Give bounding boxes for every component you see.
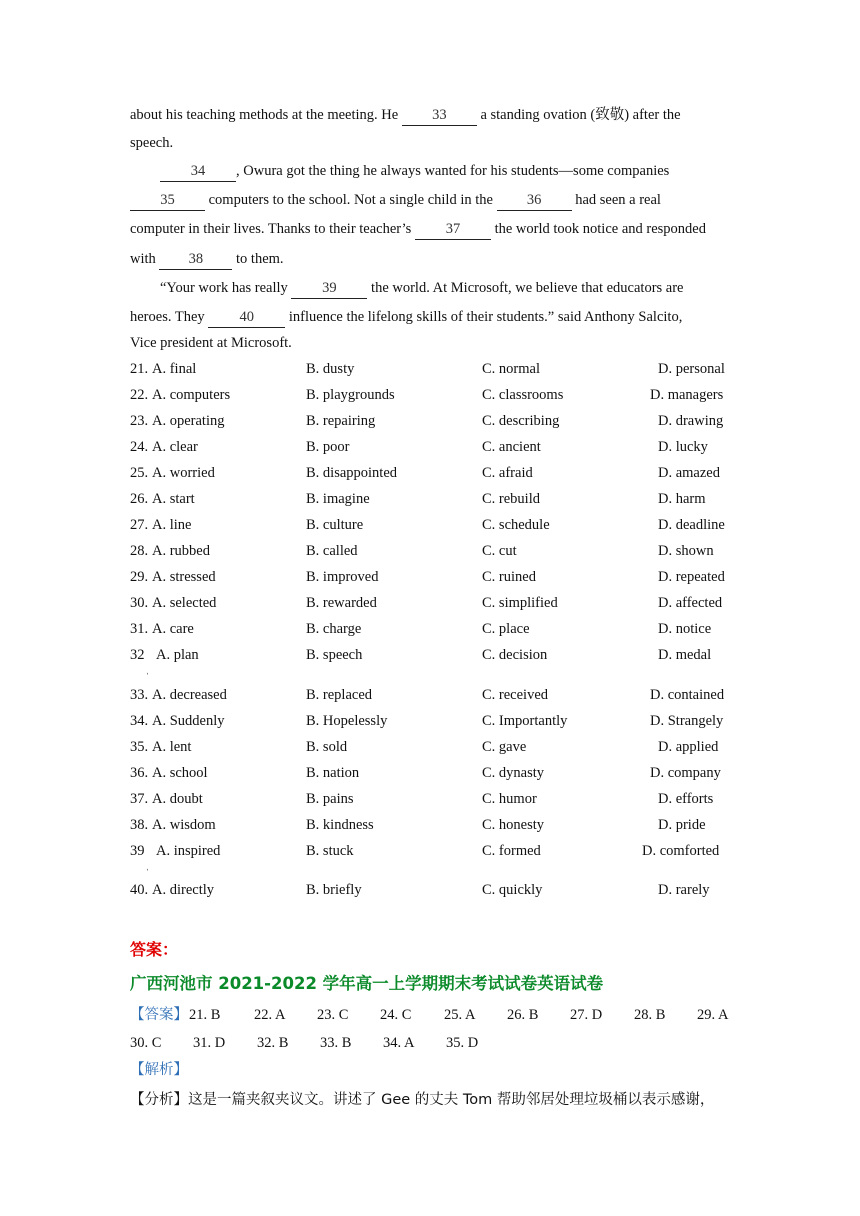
question-number: 35. <box>130 739 149 755</box>
option-b: B. kindness <box>306 817 374 833</box>
option-d: D. contained <box>650 687 725 703</box>
blank-36: 36 <box>497 190 572 211</box>
answer-item: 23. C <box>317 1007 349 1023</box>
option-c: C. classrooms <box>482 387 564 403</box>
passage-text: about his teaching methods at the meeting. He <box>130 107 402 123</box>
option-a: A. rubbed <box>152 543 210 559</box>
answer-item: 34. A <box>383 1035 415 1051</box>
blank-34: 34 <box>160 161 236 182</box>
answer-item: 29. A <box>697 1007 729 1023</box>
answer-tag: 【答案】 <box>130 1007 188 1023</box>
answer-item: 30. C <box>130 1035 162 1051</box>
option-b: B. playgrounds <box>306 387 395 403</box>
option-a: A. clear <box>152 439 198 455</box>
option-c: C. dynasty <box>482 765 545 781</box>
question-number: 39 <box>130 843 145 859</box>
passage-text: heroes. They <box>130 309 209 325</box>
option-c: C. normal <box>482 361 540 377</box>
question-number: 23. <box>130 413 149 429</box>
option-b: B. speech <box>306 647 363 663</box>
option-row-31 <box>0 619 860 639</box>
passage-text: computers to the school. Not a single child in the <box>205 192 497 208</box>
option-c: C. Importantly <box>482 713 568 729</box>
blank-35: 35 <box>130 190 205 211</box>
option-row-36 <box>0 763 860 783</box>
option-c: C. honesty <box>482 817 545 833</box>
option-b: B. replaced <box>306 687 373 703</box>
option-b: B. repairing <box>306 413 376 429</box>
option-c: C. schedule <box>482 517 550 533</box>
question-number: 31. <box>130 621 149 637</box>
option-d: D. drawing <box>658 413 724 429</box>
option-c: C. rebuild <box>482 491 540 507</box>
passage-text: the world took notice and responded <box>490 221 706 237</box>
question-number: 26. <box>130 491 149 507</box>
answer-item: 27. D <box>570 1007 603 1023</box>
passage-line-4 <box>130 190 661 211</box>
option-b: B. pains <box>306 791 354 807</box>
option-row-27 <box>0 515 860 535</box>
option-c: C. ancient <box>482 439 541 455</box>
passage-line-9 <box>130 333 292 353</box>
option-a: A. school <box>152 765 208 781</box>
passage-text: influence the lifelong skills of their students.” said Anthony Salcito, <box>285 309 683 325</box>
passage-text: , Owura got the thing he always wanted for his students—some companies <box>236 163 670 179</box>
answer-item: 21. B <box>189 1007 221 1023</box>
option-c: C. decision <box>482 647 548 663</box>
option-d: D. shown <box>658 543 714 559</box>
option-a: A. lent <box>152 739 192 755</box>
option-a: A. plan <box>156 647 199 663</box>
option-d: D. amazed <box>658 465 720 481</box>
answer-row-2 <box>0 1033 860 1053</box>
option-b: B. called <box>306 543 358 559</box>
question-number: 34. <box>130 713 149 729</box>
passage-text: a standing ovation (致敬) after the <box>476 107 681 123</box>
option-d: D. medal <box>658 647 712 663</box>
option-d: D. notice <box>658 621 712 637</box>
option-d: D. company <box>650 765 721 781</box>
answer-heading: 答案： <box>130 940 179 959</box>
question-number: 32 <box>130 647 145 663</box>
option-c: C. cut <box>482 543 517 559</box>
option-row-39 <box>0 841 860 861</box>
stray-mark: ˌ <box>146 860 150 871</box>
option-row-32 <box>0 645 860 665</box>
option-b: B. improved <box>306 569 379 585</box>
question-number: 40. <box>130 882 149 898</box>
answer-row-1 <box>0 1005 860 1025</box>
option-c: C. ruined <box>482 569 536 585</box>
option-d: D. applied <box>658 739 719 755</box>
option-row-37 <box>0 789 860 809</box>
option-c: C. quickly <box>482 882 543 898</box>
question-number: 33. <box>130 687 149 703</box>
option-row-35 <box>0 737 860 757</box>
question-number: 28. <box>130 543 149 559</box>
option-a: A. computers <box>152 387 231 403</box>
option-b: B. disappointed <box>306 465 398 481</box>
answer-item: 28. B <box>634 1007 666 1023</box>
option-b: B. sold <box>306 739 348 755</box>
option-b: B. dusty <box>306 361 355 377</box>
answer-item: 25. A <box>444 1007 476 1023</box>
passage-line-6 <box>130 249 284 270</box>
question-number: 22. <box>130 387 149 403</box>
option-row-40 <box>0 880 860 900</box>
option-d: D. pride <box>658 817 706 833</box>
passage-text: speech. <box>130 135 174 151</box>
question-number: 37. <box>130 791 149 807</box>
option-d: D. deadline <box>658 517 725 533</box>
option-a: A. care <box>152 621 194 637</box>
answer-item: 31. D <box>193 1035 226 1051</box>
passage-text: Vice president at Microsoft. <box>130 335 292 351</box>
option-c: C. simplified <box>482 595 558 611</box>
option-b: B. charge <box>306 621 362 637</box>
passage-text: to them. <box>232 251 284 267</box>
option-row-22 <box>0 385 860 405</box>
option-a: A. operating <box>152 413 225 429</box>
option-c: C. gave <box>482 739 527 755</box>
option-row-30 <box>0 593 860 613</box>
option-b: B. nation <box>306 765 360 781</box>
option-d: D. Strangely <box>650 713 724 729</box>
option-c: C. formed <box>482 843 541 859</box>
option-a: A. inspired <box>156 843 221 859</box>
answer-item: 35. D <box>446 1035 479 1051</box>
question-number: 29. <box>130 569 149 585</box>
passage-text: computer in their lives. Thanks to their teacher’s <box>130 221 415 237</box>
answer-item: 22. A <box>254 1007 286 1023</box>
option-b: B. stuck <box>306 843 354 859</box>
question-number: 24. <box>130 439 149 455</box>
option-c: C. humor <box>482 791 537 807</box>
option-d: D. repeated <box>658 569 725 585</box>
option-row-24 <box>0 437 860 457</box>
question-number: 38. <box>130 817 149 833</box>
option-b: B. imagine <box>306 491 370 507</box>
question-number: 27. <box>130 517 149 533</box>
option-a: A. final <box>152 361 197 377</box>
option-c: C. describing <box>482 413 560 429</box>
option-c: C. received <box>482 687 549 703</box>
option-d: D. managers <box>650 387 724 403</box>
analysis-text: 【分析】这是一篇夹叙夹议文。讲述了 Gee 的丈夫 Tom 帮助邻居处理垃圾桶以表示感谢， <box>130 1092 715 1108</box>
answer-item: 24. C <box>380 1007 412 1023</box>
passage-line-7 <box>160 278 684 299</box>
passage-line-2 <box>130 133 173 153</box>
option-b: B. Hopelessly <box>306 713 388 729</box>
option-d: D. rarely <box>658 882 710 898</box>
passage-text: had seen a real <box>571 192 661 208</box>
question-number: 30. <box>130 595 149 611</box>
source-title: 广西河池市 2021-2022 学年高一上学期期末考试试卷英语试卷 <box>130 974 604 993</box>
option-row-34 <box>0 711 860 731</box>
stray-mark: ˌ <box>146 664 150 675</box>
option-row-33 <box>0 685 860 705</box>
option-row-28 <box>0 541 860 561</box>
passage-text: the world. At Microsoft, we believe that educators are <box>367 280 684 296</box>
analysis-tag: 【解析】 <box>130 1062 188 1078</box>
option-a: A. decreased <box>152 687 227 703</box>
option-row-29 <box>0 567 860 587</box>
option-d: D. harm <box>658 491 706 507</box>
passage-text: with <box>130 251 160 267</box>
option-a: A. directly <box>152 882 215 898</box>
option-a: A. wisdom <box>152 817 216 833</box>
question-number: 25. <box>130 465 149 481</box>
option-c: C. place <box>482 621 530 637</box>
passage-line-5 <box>130 219 706 240</box>
option-row-21 <box>0 359 860 379</box>
option-b: B. poor <box>306 439 350 455</box>
answer-item: 26. B <box>507 1007 539 1023</box>
option-row-38 <box>0 815 860 835</box>
passage-line-3 <box>160 161 669 182</box>
passage-text: “Your work has really <box>160 280 292 296</box>
option-d: D. efforts <box>658 791 714 807</box>
option-row-26 <box>0 489 860 509</box>
blank-40: 40 <box>208 307 285 328</box>
option-b: B. culture <box>306 517 364 533</box>
option-a: A. Suddenly <box>152 713 225 729</box>
passage-line-1 <box>130 105 681 126</box>
passage-line-8 <box>130 307 682 328</box>
option-row-23 <box>0 411 860 431</box>
option-d: D. personal <box>658 361 725 377</box>
blank-39: 39 <box>291 278 367 299</box>
option-a: A. start <box>152 491 195 507</box>
option-a: A. line <box>152 517 192 533</box>
blank-33: 33 <box>402 105 477 126</box>
option-d: D. lucky <box>658 439 708 455</box>
answer-item: 33. B <box>320 1035 352 1051</box>
option-c: C. afraid <box>482 465 533 481</box>
question-number: 21. <box>130 361 149 377</box>
option-row-25 <box>0 463 860 483</box>
question-number: 36. <box>130 765 149 781</box>
option-a: A. worried <box>152 465 215 481</box>
blank-37: 37 <box>415 219 491 240</box>
option-b: B. briefly <box>306 882 362 898</box>
option-b: B. rewarded <box>306 595 377 611</box>
option-a: A. stressed <box>152 569 216 585</box>
option-a: A. selected <box>152 595 217 611</box>
option-a: A. doubt <box>152 791 203 807</box>
option-d: D. affected <box>658 595 723 611</box>
option-d: D. comforted <box>642 843 720 859</box>
blank-38: 38 <box>159 249 232 270</box>
answer-item: 32. B <box>257 1035 289 1051</box>
